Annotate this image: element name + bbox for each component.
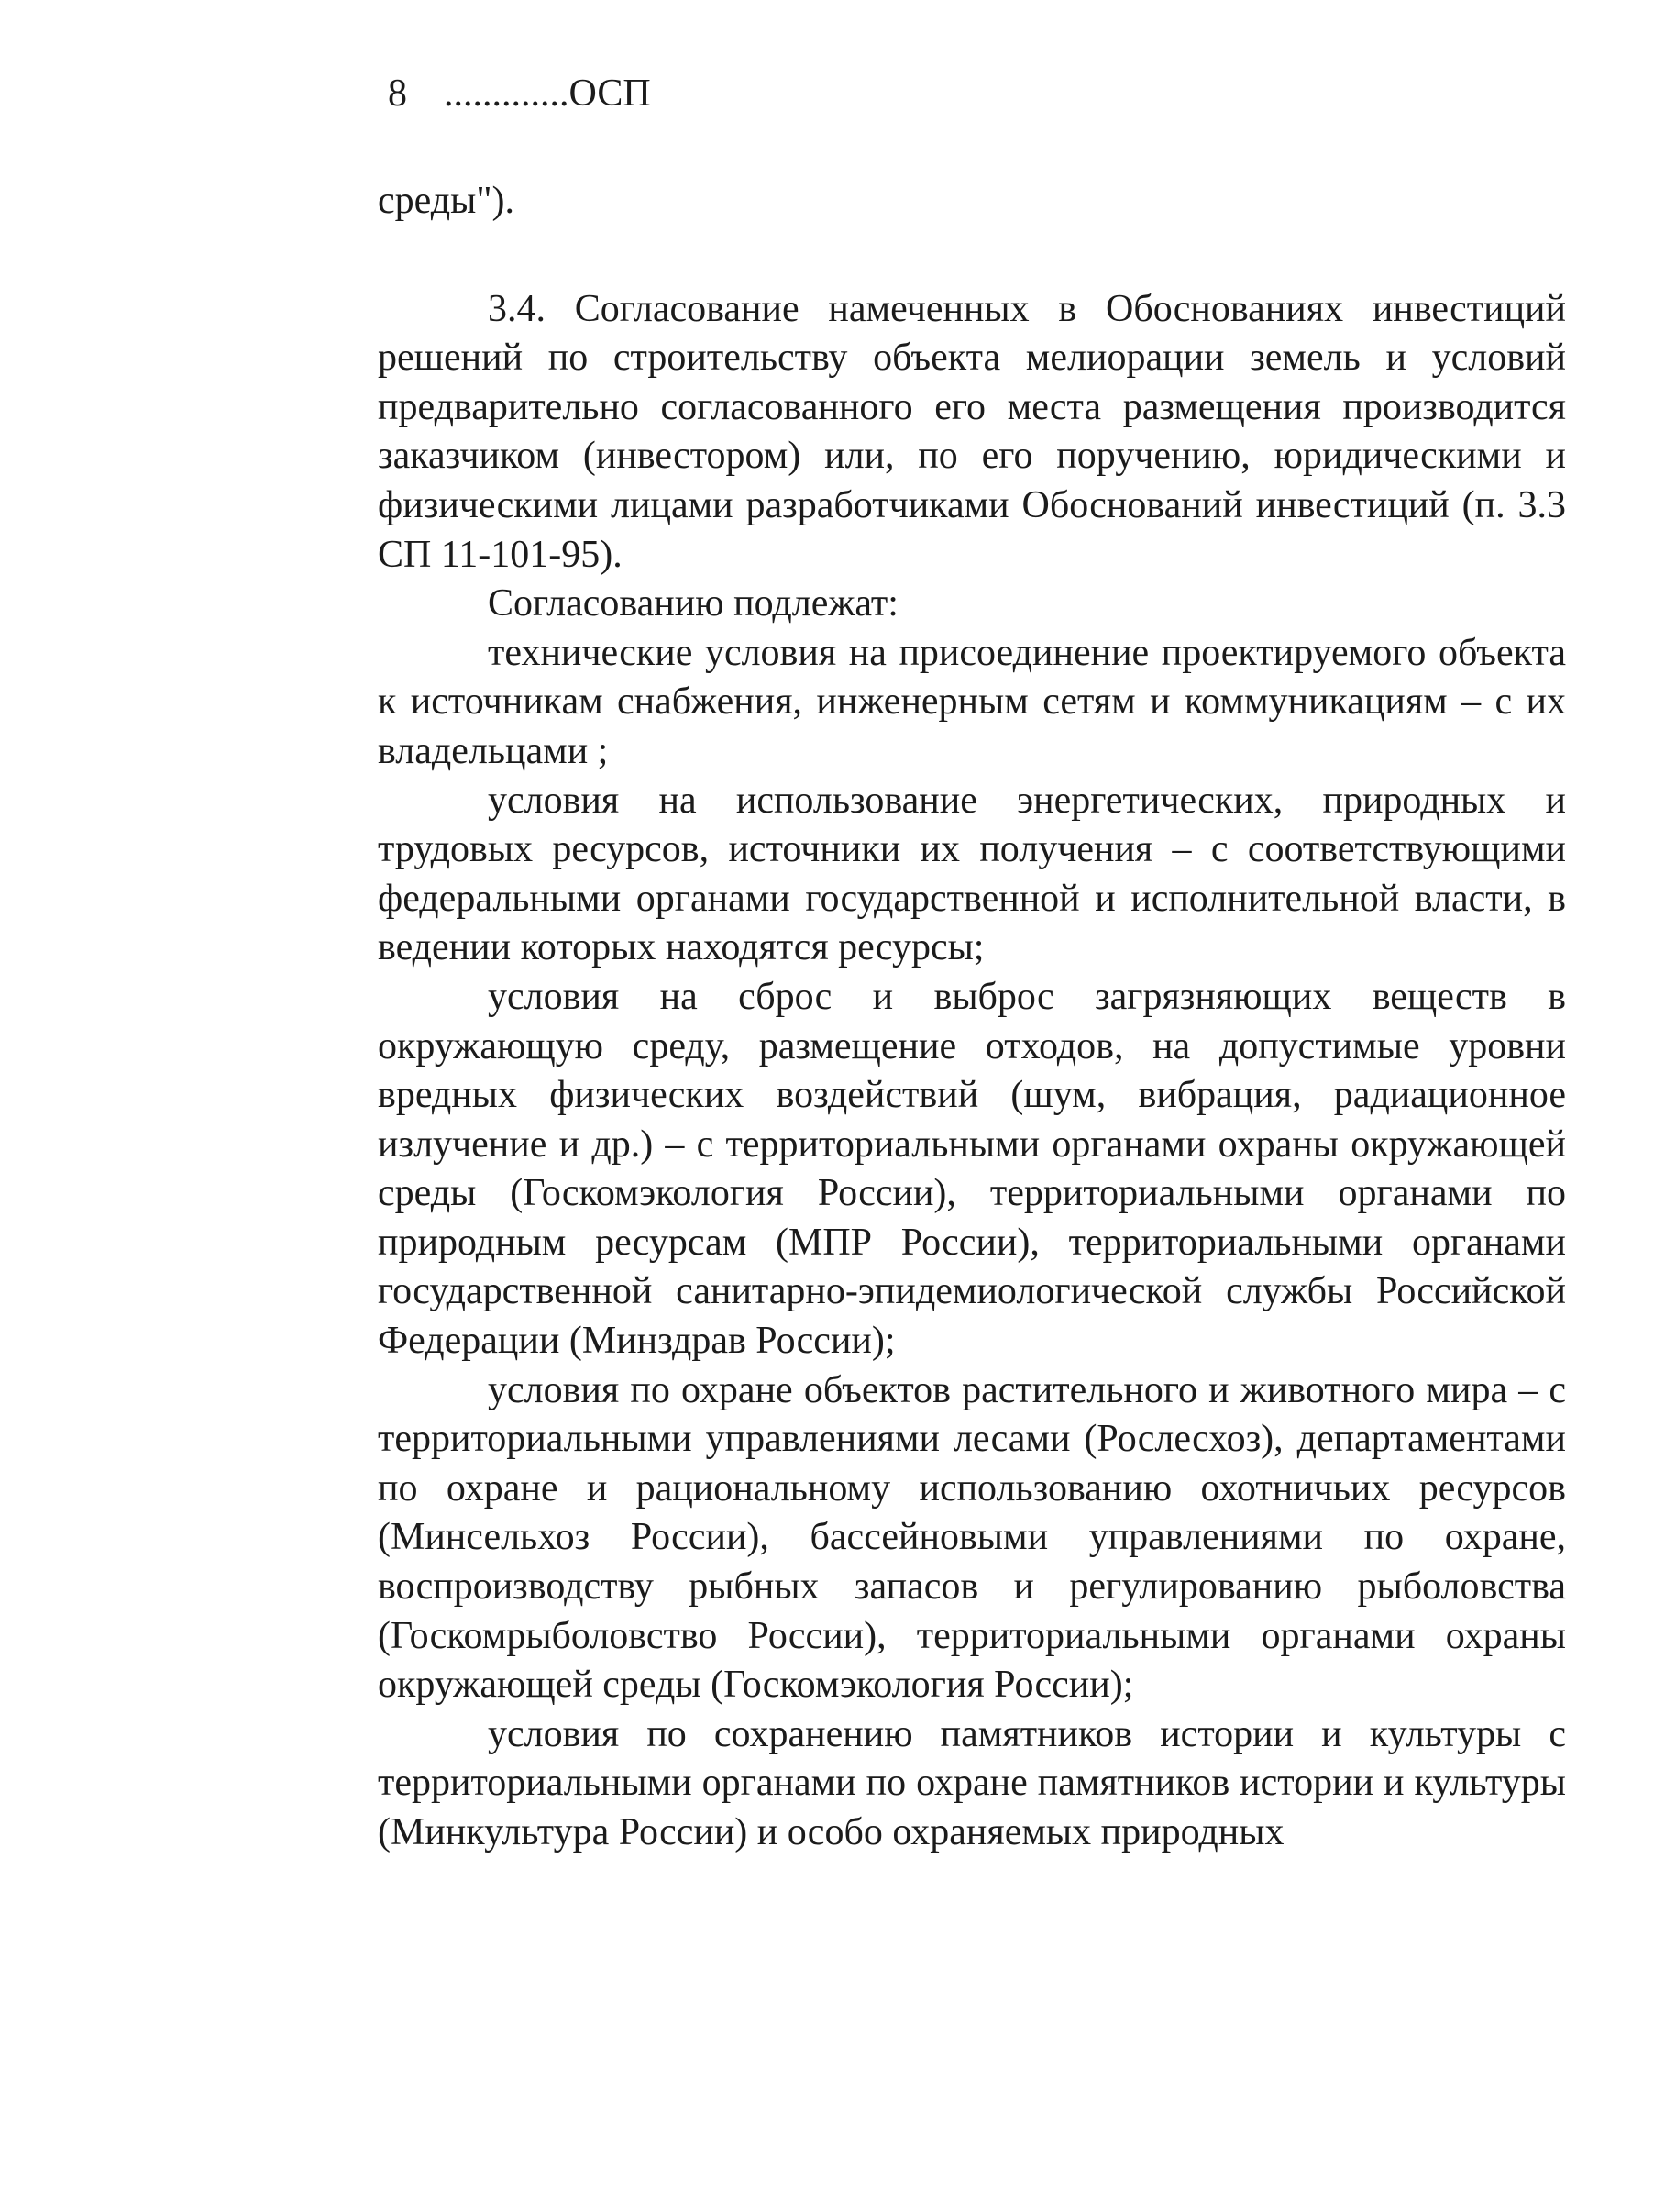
paragraph-emission-conditions: условия на сброс и выброс загрязняющих веществ в окружающую среду, размещение отходов, на допустимые уровни вредных физических воздействий (шум, вибрация, радиационное излучение и др.) – с территориальными органами охраны окружающей среды (Госкомэкология России), территориальными органами по природным ресурсам (МПР России), территориальными органами государственной санитарно-эпидемиологической службы Российской Федерации (Минздрав России); xyxy=(378,975,1566,1363)
paragraph-section-3-4: 3.4. Согласование намеченных в Обоснованиях инвестиций решений по строительству объекта мелиорации земель и условий предварительно согласованного его места размещения производится заказчиком (инвестором) или, по его поручению, юридическими и физическими лицами разработчиками Обоснований инвестиций (п. 3.3 СП 11-101-95). xyxy=(378,287,1566,576)
running-title: .............ОСП xyxy=(444,72,651,115)
paragraph-flora-fauna-conditions: условия по охране объектов растительного и животного мира – с территориальными управлениями лесами (Рослесхоз), департаментами по охране и рациональному использованию охотничьих ресурсов (Минсельхоз России), бассейновыми управлениями по охране, воспроизводству рыбных запасов и регулированию рыболовства (Госкомрыболовство России), территориальными органами охраны окружающей среды (Госкомэкология России); xyxy=(378,1368,1566,1707)
paragraph-subject-to-approval: Согласованию подлежат: xyxy=(488,582,899,625)
paragraph-heritage-conditions: условия по сохранению памятников истории и культуры с территориальными органами по охране памятников истории и культуры (Минкультура России) и особо охраняемых природных xyxy=(378,1712,1566,1853)
page-number: 8 xyxy=(388,72,407,115)
paragraph-resource-conditions: условия на использование энергетических, природных и трудовых ресурсов, источники их получения – с соответствующими федеральными органами государственной и исполнительной власти, в ведении которых находятся ресурсы; xyxy=(378,779,1566,969)
page-header xyxy=(388,66,651,121)
paragraph-continuation: среды"). xyxy=(378,180,514,222)
paragraph-technical-conditions: технические условия на присоединение проектируемого объекта к источникам снабжения, инженерным сетям и коммуникациям – с их владельцами ; xyxy=(378,631,1566,772)
document-body xyxy=(378,177,1566,1858)
